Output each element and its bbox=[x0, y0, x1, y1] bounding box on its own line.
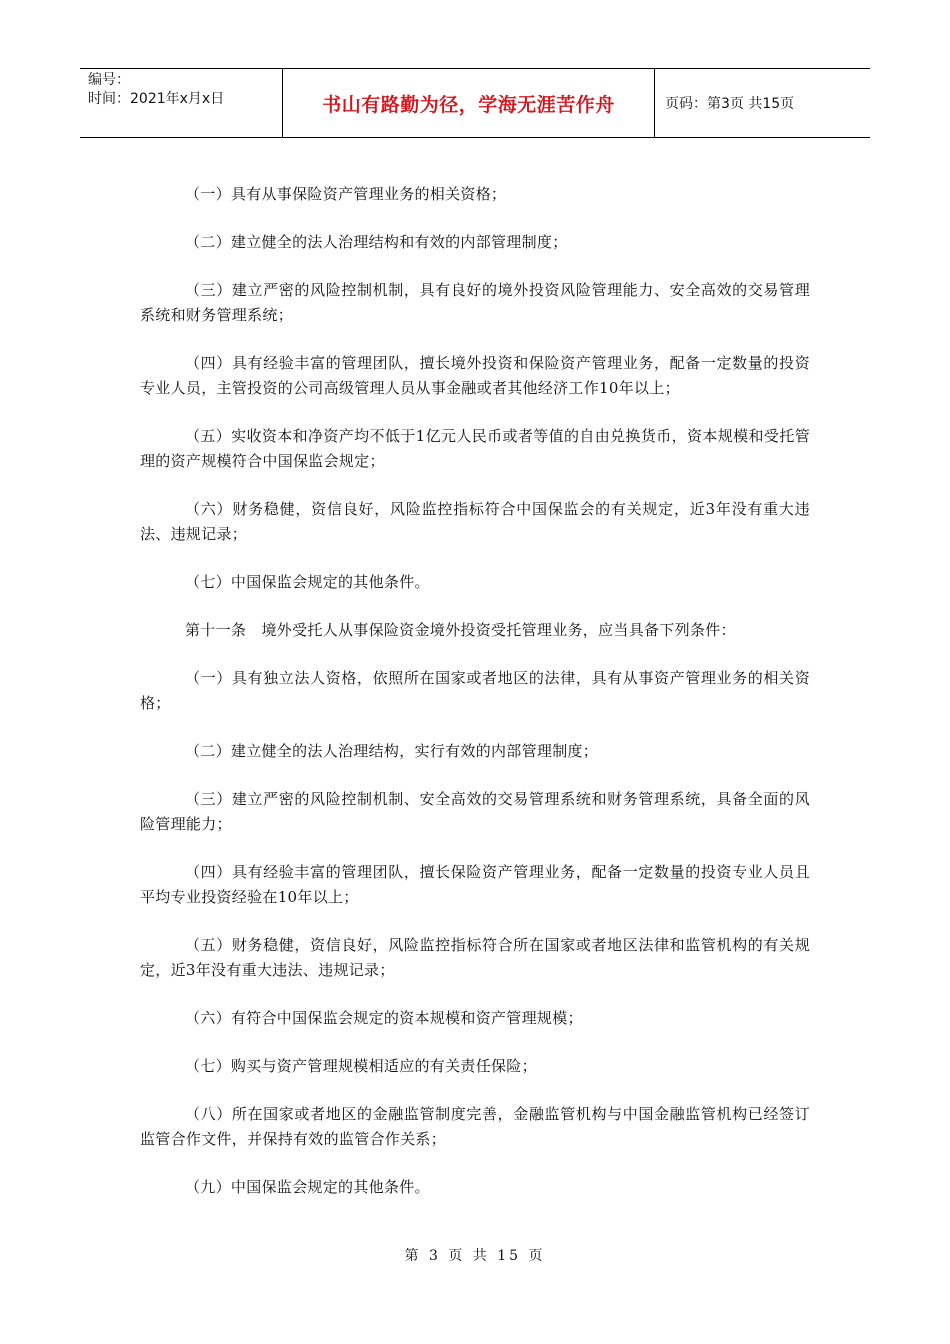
paragraph: （四）具有经验丰富的管理团队，擅长保险资产管理业务，配备一定数量的投资专业人员且平均专业投资经验在10年以上； bbox=[140, 863, 810, 906]
page-footer: 第 3 页 共 15 页 bbox=[404, 1248, 546, 1264]
paragraph: （五）财务稳健，资信良好，风险监控指标符合所在国家或者地区法律和监管机构的有关规定，近3年没有重大违法、违规记录； bbox=[140, 936, 810, 979]
header-slogan-cell bbox=[283, 69, 655, 137]
paragraph: （二）建立健全的法人治理结构，实行有效的内部管理制度； bbox=[185, 742, 599, 760]
paragraph: （七）购买与资产管理规模相适应的有关责任保险； bbox=[185, 1057, 537, 1075]
paragraph: （八）所在国家或者地区的金融监管制度完善，金融监管机构与中国金融监管机构已经签订监管合作文件，并保持有效的监管合作关系； bbox=[140, 1105, 810, 1148]
paragraph: （三）建立严密的风险控制机制、安全高效的交易管理系统和财务管理系统，具备全面的风险管理能力； bbox=[140, 790, 810, 833]
header-slogan: 书山有路勤为径，学海无涯苦作舟 bbox=[322, 93, 615, 116]
article-heading: 第十一条 境外受托人从事保险资金境外投资受托管理业务，应当具备下列条件： bbox=[185, 621, 736, 639]
paragraph: （七）中国保监会规定的其他条件。 bbox=[185, 573, 430, 591]
document-body bbox=[140, 182, 810, 1223]
paragraph: （一）具有独立法人资格，依照所在国家或者地区的法律，具有从事资产管理业务的相关资格； bbox=[140, 669, 810, 712]
header-page-info-cell bbox=[655, 69, 870, 137]
header-meta bbox=[80, 69, 283, 137]
paragraph: （六）有符合中国保监会规定的资本规模和资产管理规模； bbox=[185, 1009, 583, 1027]
page-header bbox=[80, 68, 870, 138]
number-label: 编号： bbox=[88, 72, 130, 88]
paragraph: （六）财务稳健，资信良好，风险监控指标符合中国保监会的有关规定，近3年没有重大违法、违规记录； bbox=[140, 500, 810, 543]
paragraph: （一）具有从事保险资产管理业务的相关资格； bbox=[185, 185, 507, 203]
time-label: 时间：2021年x月x日 bbox=[88, 91, 225, 107]
paragraph: （四）具有经验丰富的管理团队，擅长境外投资和保险资产管理业务，配备一定数量的投资专业人员，主管投资的公司高级管理人员从事金融或者其他经济工作10年以上； bbox=[140, 354, 810, 397]
paragraph: （五）实收资本和净资产均不低于1亿元人民币或者等值的自由兑换货币，资本规模和受托管理的资产规模符合中国保监会规定； bbox=[140, 427, 810, 470]
paragraph: （九）中国保监会规定的其他条件。 bbox=[185, 1178, 430, 1196]
paragraph: （二）建立健全的法人治理结构和有效的内部管理制度； bbox=[185, 233, 568, 251]
header-page-info: 页码：第3页 共15页 bbox=[665, 96, 795, 112]
paragraph: （三）建立严密的风险控制机制，具有良好的境外投资风险管理能力、安全高效的交易管理系统和财务管理系统； bbox=[140, 281, 810, 324]
